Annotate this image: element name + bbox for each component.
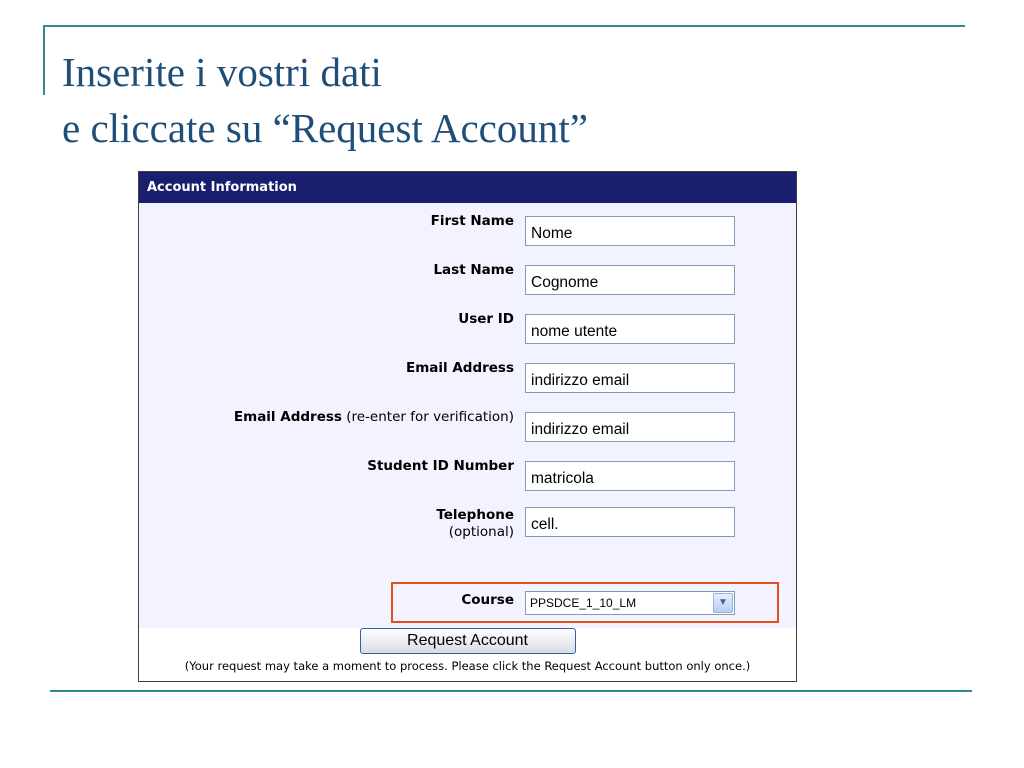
telephone-label: Telephone (optional) — [436, 507, 514, 540]
account-form-panel — [138, 171, 797, 682]
last-name-label: Last Name — [433, 262, 514, 278]
slide-bottom-rule — [50, 690, 972, 692]
slide-title-line-1: Inserite i vostri dati — [62, 49, 382, 95]
request-account-button[interactable]: Request Account — [360, 628, 576, 654]
chevron-down-icon[interactable]: ▼ — [713, 593, 733, 613]
slide-title — [62, 44, 588, 156]
submit-note: (Your request may take a moment to process. Please click the Request Account button only once.) — [184, 659, 751, 673]
form-body — [139, 203, 796, 628]
email-confirm-input[interactable] — [525, 412, 735, 442]
email-label: Email Address — [405, 360, 514, 376]
course-select[interactable] — [525, 591, 735, 615]
first-name-label: First Name — [430, 213, 514, 229]
slide-left-rule — [43, 25, 45, 95]
telephone-input[interactable] — [525, 507, 735, 537]
student-id-label: Student ID Number — [367, 458, 514, 474]
email-input[interactable] — [525, 363, 735, 393]
course-select-value: PPSDCE_1_10_LM — [530, 596, 637, 610]
slide-top-rule — [43, 25, 965, 27]
user-id-input[interactable] — [525, 314, 735, 344]
submit-area — [139, 628, 796, 674]
email-confirm-label-suffix: (re-enter for verification) — [346, 409, 514, 425]
course-label: Course — [461, 592, 514, 608]
first-name-input[interactable] — [525, 216, 735, 246]
slide-title-line-2: e cliccate su “Request Account” — [62, 105, 588, 151]
user-id-label: User ID — [458, 311, 514, 327]
last-name-input[interactable] — [525, 265, 735, 295]
panel-header: Account Information — [139, 172, 796, 203]
student-id-input[interactable] — [525, 461, 735, 491]
telephone-optional-note: (optional) — [448, 524, 514, 540]
email-confirm-label: Email Address (re-enter for verification) — [233, 409, 514, 425]
